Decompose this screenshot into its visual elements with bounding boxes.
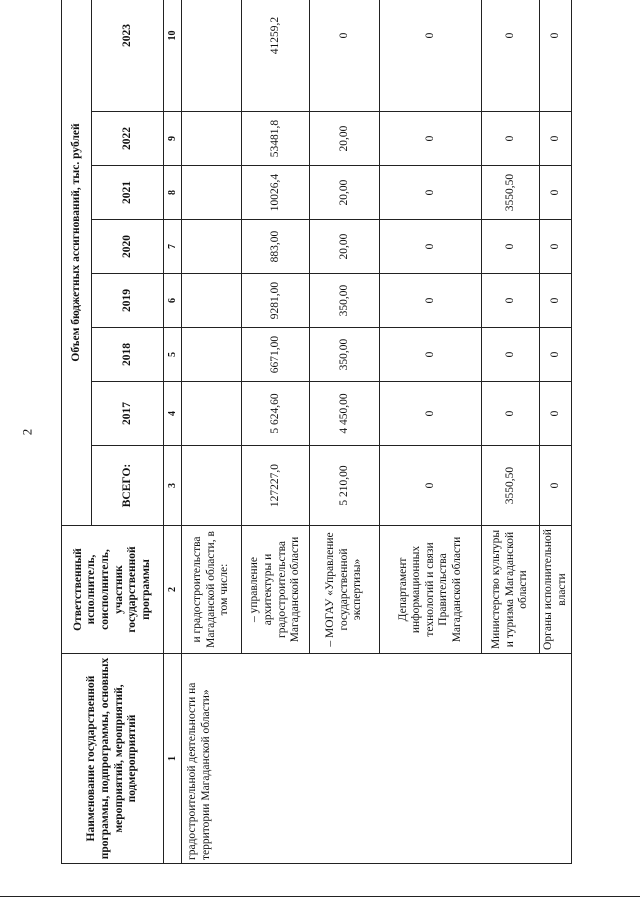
page-bottom-rule: [0, 896, 640, 897]
value-cell: [182, 446, 242, 526]
value-cell: 350,00: [310, 328, 380, 382]
page-number: 2: [19, 428, 35, 436]
program-name-cell: градостроительной деятельности на территории Магаданской области»: [182, 654, 572, 864]
column-number: 10: [164, 0, 182, 112]
value-cell: 0: [380, 112, 482, 166]
value-cell: 0: [540, 382, 572, 446]
column-number: 2: [164, 526, 182, 654]
column-number: 1: [164, 654, 182, 864]
value-cell: 0: [380, 274, 482, 328]
value-cell: 4 450,00: [310, 382, 380, 446]
header-total: ВСЕГО:: [92, 446, 164, 526]
value-cell: 0: [310, 0, 380, 112]
column-number: 9: [164, 112, 182, 166]
header-year: 2017: [92, 382, 164, 446]
value-cell: 0: [482, 274, 540, 328]
column-number: 5: [164, 328, 182, 382]
value-cell: 883,00: [242, 220, 310, 274]
value-cell: 10026,4: [242, 166, 310, 220]
value-cell: 41259,2: [242, 0, 310, 112]
value-cell: 0: [380, 328, 482, 382]
value-cell: 0: [482, 328, 540, 382]
value-cell: 53481,8: [242, 112, 310, 166]
executor-cell: – управление архитектуры и градостроительства Магаданской области: [242, 526, 310, 654]
column-number: 6: [164, 274, 182, 328]
value-cell: 20,00: [310, 112, 380, 166]
header-year: 2022: [92, 112, 164, 166]
budget-table: [61, 0, 572, 864]
value-cell: [182, 0, 242, 112]
value-cell: 5 210,00: [310, 446, 380, 526]
value-cell: 0: [540, 328, 572, 382]
header-budget-group: Объем бюджетных ассигнований, тыс. рублей: [62, 0, 92, 526]
value-cell: 0: [482, 382, 540, 446]
executor-cell: и градостроительства Магаданской области, в том числе:: [182, 526, 242, 654]
value-cell: 0: [380, 220, 482, 274]
value-cell: 6671,00: [242, 328, 310, 382]
value-cell: 350,00: [310, 274, 380, 328]
value-cell: 0: [540, 112, 572, 166]
column-number: 7: [164, 220, 182, 274]
value-cell: [182, 274, 242, 328]
column-number: 4: [164, 382, 182, 446]
executor-cell: Министерство культуры и туризма Магаданской области: [482, 526, 540, 654]
executor-cell: Органы исполнительной власти: [540, 526, 572, 654]
value-cell: 0: [482, 112, 540, 166]
value-cell: [182, 112, 242, 166]
executor-cell: Департамент информационных технологий и связи Правительства Магаданской области: [380, 526, 482, 654]
value-cell: [182, 166, 242, 220]
value-cell: 0: [380, 0, 482, 112]
header-year: 2020: [92, 220, 164, 274]
executor-cell: – МОГАУ «Управление государственной экспертизы»: [310, 526, 380, 654]
value-cell: 0: [482, 0, 540, 112]
value-cell: [182, 382, 242, 446]
header-year: 2023: [92, 0, 164, 112]
value-cell: 9281,00: [242, 274, 310, 328]
header-year: 2018: [92, 328, 164, 382]
value-cell: 0: [540, 166, 572, 220]
value-cell: 0: [380, 166, 482, 220]
value-cell: 0: [482, 220, 540, 274]
value-cell: 0: [540, 0, 572, 112]
column-number: 3: [164, 446, 182, 526]
value-cell: 3550,50: [482, 166, 540, 220]
header-program-name: Наименование государственной программы, подпрограммы, основных мероприятий, мероприятий, подмероприятий: [62, 654, 164, 864]
header-year: 2019: [92, 274, 164, 328]
value-cell: [182, 220, 242, 274]
value-cell: 20,00: [310, 166, 380, 220]
header-year: 2021: [92, 166, 164, 220]
value-cell: 3550,50: [482, 446, 540, 526]
header-executor: Ответственный исполнитель, соисполнитель, участник государственной программы: [62, 526, 164, 654]
rotated-table-container: [61, 14, 571, 864]
value-cell: [182, 328, 242, 382]
value-cell: 5 624,60: [242, 382, 310, 446]
value-cell: 0: [540, 274, 572, 328]
value-cell: 0: [540, 220, 572, 274]
value-cell: 0: [540, 446, 572, 526]
value-cell: 0: [380, 382, 482, 446]
value-cell: 0: [380, 446, 482, 526]
value-cell: 20,00: [310, 220, 380, 274]
value-cell: 127227,0: [242, 446, 310, 526]
column-number: 8: [164, 166, 182, 220]
